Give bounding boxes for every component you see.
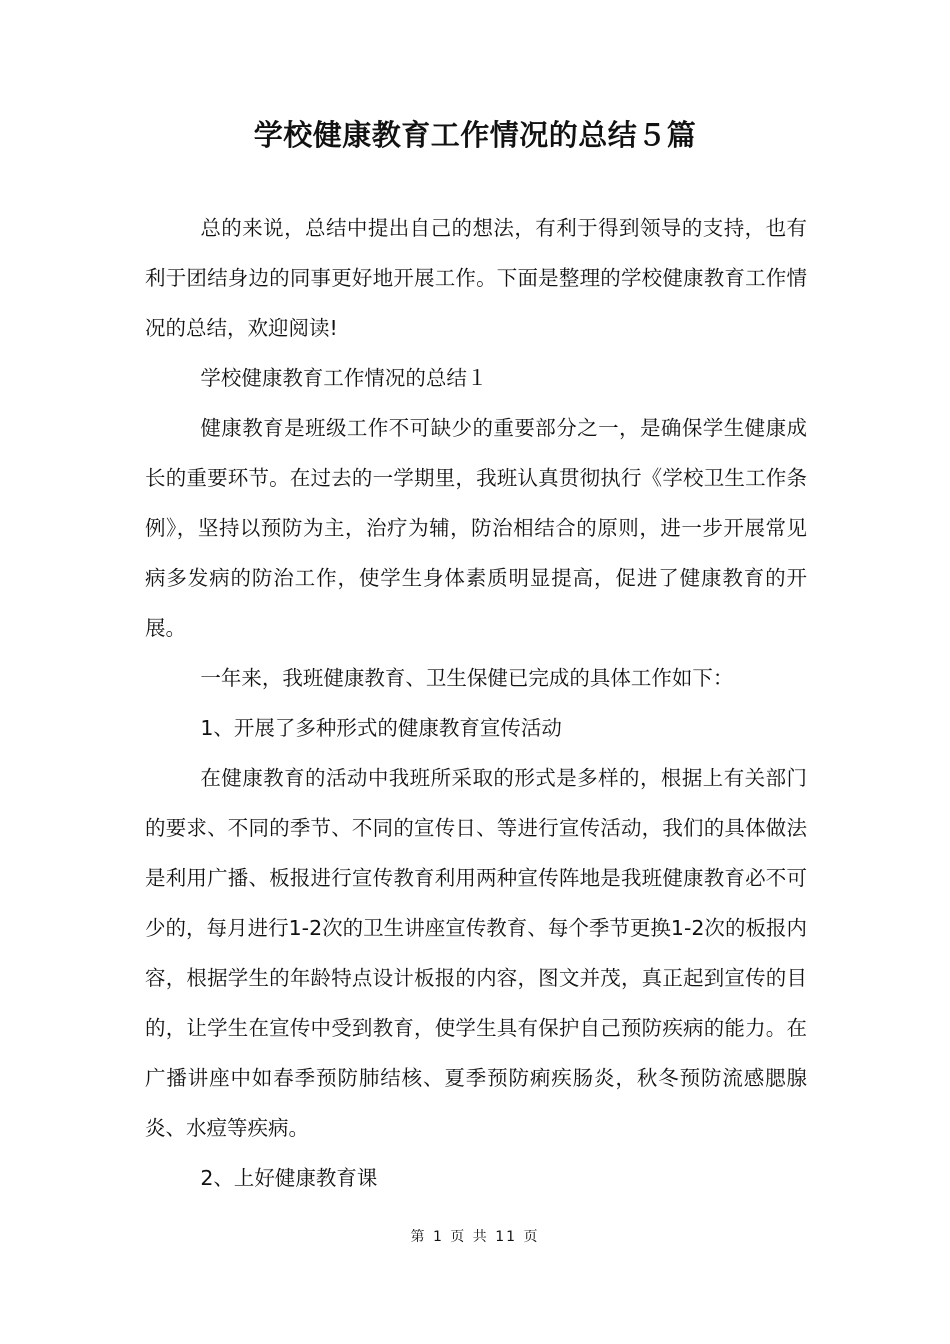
document-title: 学校健康教育工作情况的总结５篇 <box>253 118 697 152</box>
section-heading-1: 学校健康教育工作情况的总结１ <box>200 366 488 390</box>
intro-paragraph: 总的来说，总结中提出自己的想法，有利于得到领导的支持，也有利于团结身边的同事更好地开展工作。下面是整理的学校健康教育工作情况的总结，欢迎阅读! <box>145 216 807 340</box>
body-paragraph: 健康教育是班级工作不可缺少的重要部分之一，是确保学生健康成长的重要环节。在过去的一学期里，我班认真贯彻执行《学校卫生工作条例》，坚持以预防为主，治疗为辅，防治相结合的原则，进一步开展常见病多发病的防治工作，使学生身体素质明显提高，促进了健康教育的开展。 <box>145 416 807 640</box>
page-number-footer: 第 1 页 共 11 页 <box>410 1229 540 1245</box>
list-heading-1: 1、开展了多种形式的健康教育宣传活动 <box>200 716 562 740</box>
body-paragraph: 在健康教育的活动中我班所采取的形式是多样的，根据上有关部门的要求、不同的季节、不同的宣传日、等进行宣传活动，我们的具体做法是利用广播、板报进行宣传教育利用两种宣传阵地是我班健康教育必不可少的，每月进行1-2次的卫生讲座宣传教育、每个季节更换1-2次的板报内容，根据学生的年龄特点设计板报的内容，图文并茂，真正起到宣传的目的，让学生在宣传中受到教育，使学生具有保护自己预防疾病的能力。在广播讲座中如春季预防肺结核、夏季预防痢疾肠炎，秋冬预防流感腮腺炎、水痘等疾病。 <box>145 766 807 1140</box>
list-heading-2: 2、上好健康教育课 <box>200 1166 378 1190</box>
document-body <box>145 203 807 1203</box>
body-paragraph: 一年来，我班健康教育、卫生保健已完成的具体工作如下： <box>200 666 734 690</box>
